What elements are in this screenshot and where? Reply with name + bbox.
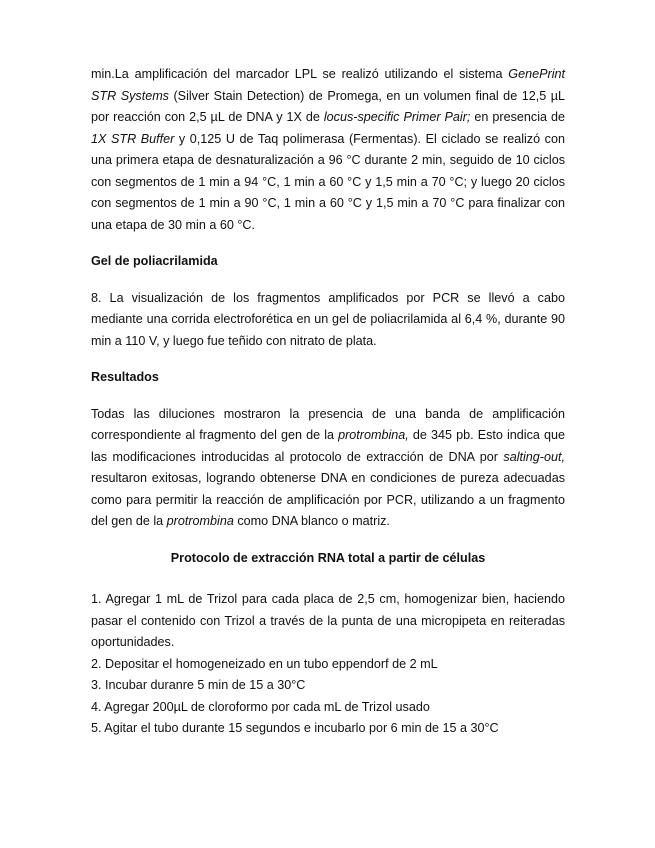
results-paragraph — [91, 404, 565, 533]
italic-run: locus-specific Primer Pair; — [323, 110, 471, 124]
gel-heading: Gel de poliacrilamida — [91, 254, 218, 268]
gel-paragraph: 8. La visualización de los fragmentos amplificados por PCR se llevó a cabo mediante una corrida electroforética en un gel de poliacrilamida al 6,4 %, durante 90 min a 110 V, y luego fue teñido con nitrato de plata. — [91, 290, 565, 348]
text-run: como DNA blanco o matriz. — [233, 514, 390, 528]
document-page — [91, 64, 565, 740]
text-run: Todas las diluciones mostraron la presencia de una banda de amplificación correspondiente al fragmento del gen de la — [91, 406, 565, 442]
italic-run: protrombina — [166, 514, 234, 528]
rna-protocol-heading: Protocolo de extracción RNA total a partir de células — [170, 550, 486, 565]
text-run: en presencia de — [470, 110, 566, 124]
text-run: y 0,125 U de Taq polimerasa (Fermentas). El ciclado se realizó con una primera etapa de desnaturalización a 96 °C durante 2 min, seguido de 10 ciclos con segmentos de 1 min a 94 °C, 1 min a 60 °C y 1,5 min a 70 °C; y luego 20 ciclos con segmentos de 1 min a 90 °C, 1 min a 60 °C y 1,5 min a 70 °C para finalizar con una etapa de 30 min a 60 °C. — [91, 131, 565, 232]
protocol-step: 4. Agregar 200µL de cloroformo por cada mL de Trizol usado — [91, 699, 430, 714]
protocol-step: 1. Agregar 1 mL de Trizol para cada placa de 2,5 cm, homogenizar bien, haciendo pasar el contenido con Trizol a través de la punta de una micropipeta en reiteradas oportunidades. — [91, 592, 565, 649]
results-heading: Resultados — [91, 370, 159, 384]
italic-run: GenePrint STR Systems — [91, 67, 565, 103]
pcr-method-paragraph — [91, 64, 565, 236]
protocol-steps-list — [91, 589, 565, 740]
protocol-step: 5. Agitar el tubo durante 15 segundos e incubarlo por 6 min de 15 a 30°C — [91, 721, 499, 735]
italic-run: 1X STR Buffer — [91, 131, 175, 146]
text-run: (Silver Stain Detection) de Promega, en un volumen final de 12,5 µL por reacción con 2,5 µL de DNA y 1X de — [91, 88, 565, 124]
text-run: resultaron exitosas, logrando obtenerse DNA en condiciones de pureza adecuadas como para permitir la reacción de amplificación por PCR, utilizando a un fragmento del gen de la — [91, 471, 565, 528]
text-run: de 345 pb. Esto indica que las modificaciones introducidas al protocolo de extracción de DNA por — [91, 428, 565, 464]
protocol-step: 2. Depositar el homogeneizado en un tubo eppendorf de 2 mL — [91, 656, 438, 671]
italic-run: protrombina, — [338, 428, 409, 442]
italic-run: salting-out, — [503, 449, 565, 464]
protocol-step: 3. Incubar duranre 5 min de 15 a 30°C — [91, 678, 306, 692]
text-run: min.La amplificación del marcador LPL se realizó utilizando el sistema — [91, 67, 509, 81]
